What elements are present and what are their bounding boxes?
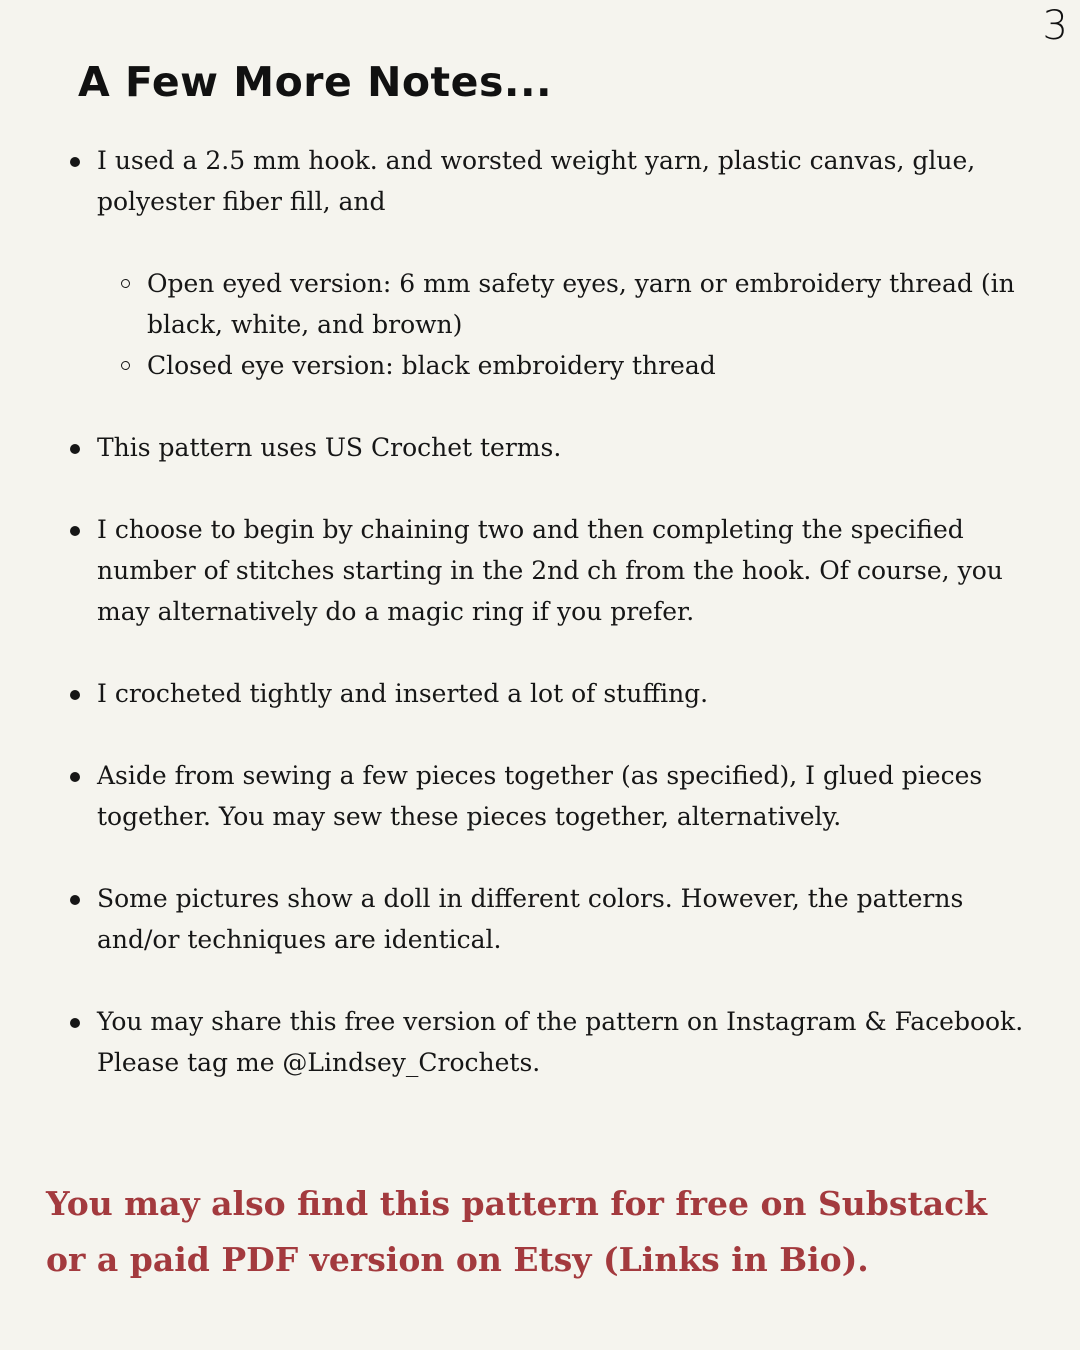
note-item-assembly: Aside from sewing a few pieces together (as specified), I glued pieces together. You may sew these pieces together, alternatively. xyxy=(0,755,1080,837)
notes-list xyxy=(0,140,1080,1124)
note-text: I used a 2.5 mm hook. and worsted weight yarn, plastic canvas, glue, polyester fiber fill, and xyxy=(97,146,976,216)
note-item-terms: This pattern uses US Crochet terms. xyxy=(0,427,1080,468)
eye-options-sublist xyxy=(97,263,1044,386)
note-item-stuffing: I crocheted tightly and inserted a lot of stuffing. xyxy=(0,673,1080,714)
note-item-materials xyxy=(0,140,1080,386)
note-item-colors: Some pictures show a doll in different colors. However, the patterns and/or techniques are identical. xyxy=(0,878,1080,960)
page-title: A Few More Notes... xyxy=(78,58,553,106)
subitem-open-eyed: Open eyed version: 6 mm safety eyes, yarn or embroidery thread (in black, white, and brown) xyxy=(97,263,1044,345)
subitem-closed-eye: Closed eye version: black embroidery thread xyxy=(97,345,1044,386)
note-item-sharing: You may share this free version of the pattern on Instagram & Facebook. Please tag me @Lindsey_Crochets. xyxy=(0,1001,1080,1083)
footer-callout: You may also find this pattern for free on Substack or a paid PDF version on Etsy (Links in Bio). xyxy=(46,1184,988,1279)
note-item-starting-chain: I choose to begin by chaining two and then completing the specified number of stitches starting in the 2nd ch from the hook. Of course, you may alternatively do a magic ring if you prefer. xyxy=(0,509,1080,632)
page-number: 3 xyxy=(1042,3,1068,49)
